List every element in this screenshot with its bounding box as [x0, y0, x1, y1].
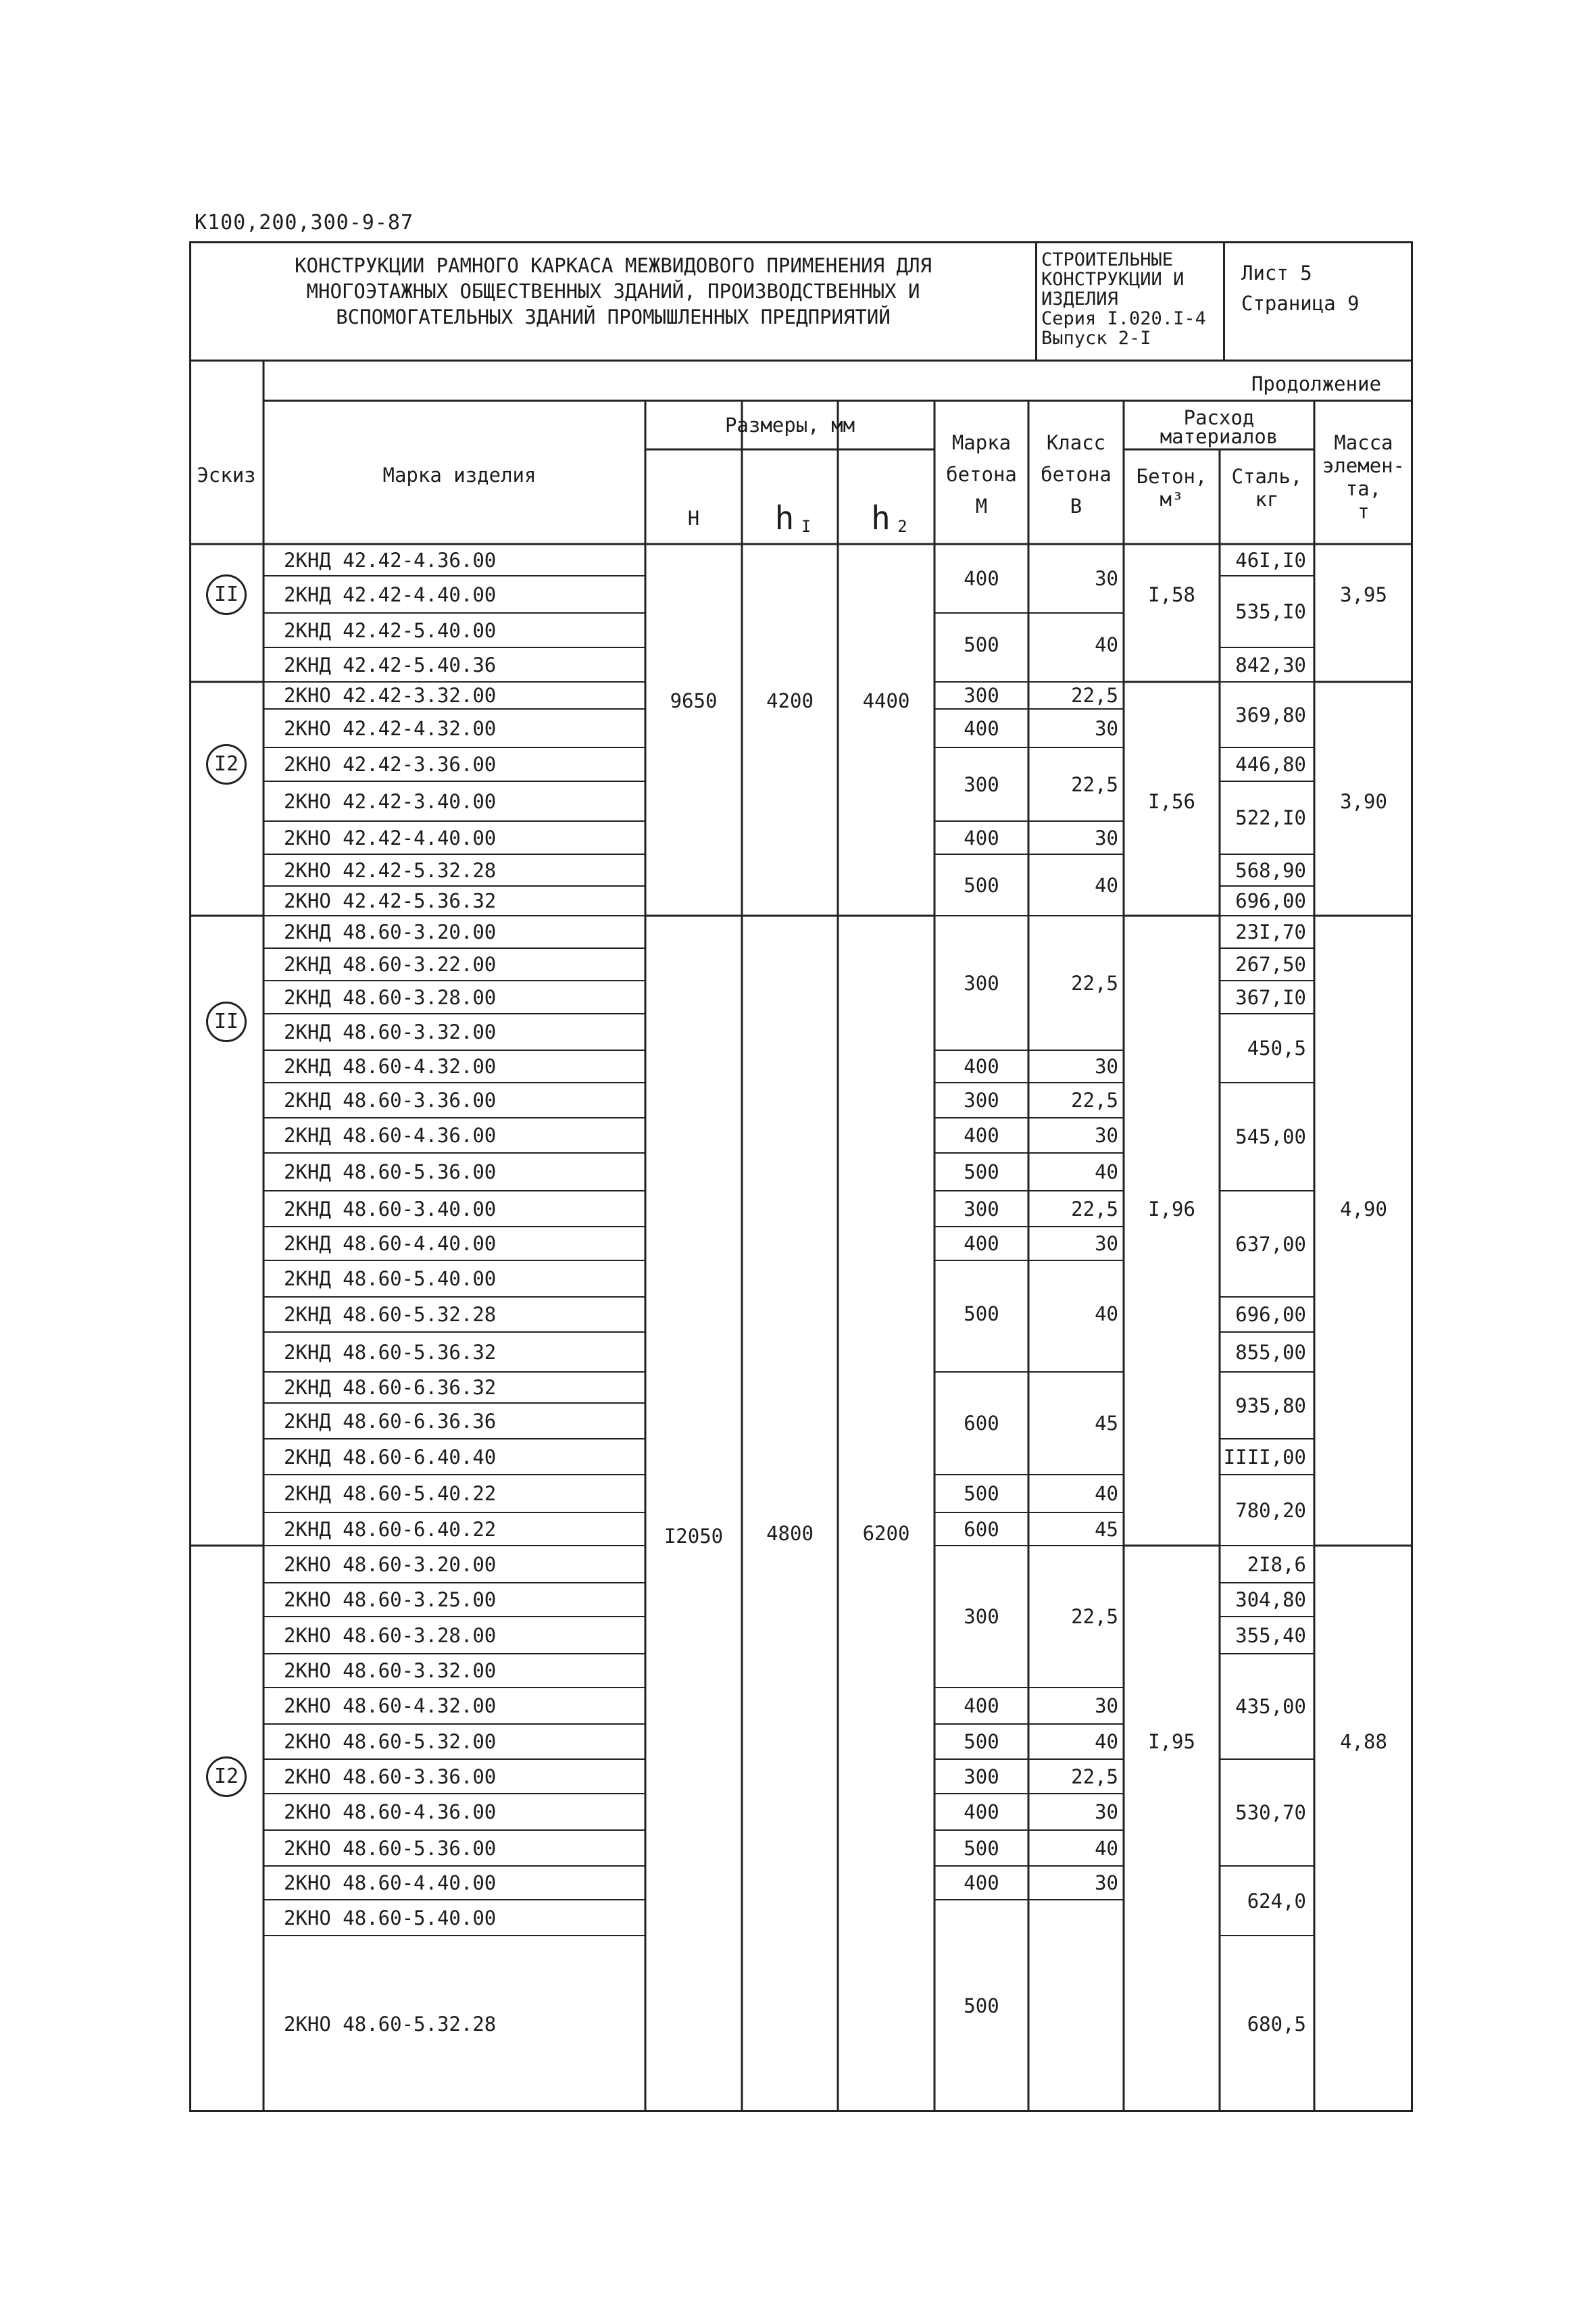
header-sketch: Эскиз	[197, 464, 256, 487]
h1-cell: 4800	[766, 1521, 814, 1545]
mark-cell: 2КНО 42.42-3.36.00	[284, 753, 497, 776]
mass-cell: 4,88	[1340, 1730, 1387, 1753]
series-line: ИЗДЕЛИЯ	[1041, 289, 1118, 310]
mark-cell: 2КНД 42.42-5.40.36	[284, 653, 497, 676]
header-h1-sub: I	[801, 517, 812, 536]
mark-cell: 2КНД 48.60-3.20.00	[284, 920, 497, 943]
concrete-mark-cell: 400	[964, 716, 999, 740]
mark-cell: 2КНО 42.42-4.40.00	[284, 826, 497, 850]
title-line: МНОГОЭТАЖНЫХ ОБЩЕСТВЕННЫХ ЗДАНИЙ, ПРОИЗВОДСТВЕННЫХ И	[306, 280, 920, 303]
mark-cell: 2КНД 48.60-4.40.00	[284, 1232, 497, 1255]
header-mass-line: т	[1357, 500, 1370, 523]
concrete-volume-cell: I,56	[1148, 789, 1195, 813]
header-mark-line: Марка	[951, 431, 1012, 454]
title-line: ВСПОМОГАТЕЛЬНЫХ ЗДАНИЙ ПРОМЫШЛЕННЫХ ПРЕДПРИЯТИЙ	[336, 305, 891, 328]
concrete-class-cell: 30	[1095, 1871, 1118, 1894]
concrete-class-cell: 30	[1095, 1124, 1118, 1147]
mark-cell: 2КНД 48.60-5.36.00	[284, 1160, 497, 1183]
mark-cell: 2КНО 48.60-4.40.00	[284, 1871, 497, 1894]
concrete-mark-cell: 400	[964, 1124, 999, 1147]
steel-cell: 435,00	[1235, 1695, 1306, 1718]
H-cell: 9650	[670, 689, 718, 712]
steel-cell: 369,80	[1235, 703, 1306, 727]
concrete-mark-cell: 500	[964, 633, 999, 656]
header-concrete-line: Бетон,	[1136, 465, 1207, 488]
H-cell: I2050	[664, 1524, 724, 1548]
concrete-class-cell: 40	[1095, 1160, 1118, 1183]
mark-cell: 2КНД 42.42-5.40.00	[284, 618, 497, 642]
concrete-class-cell: 22,5	[1071, 1605, 1118, 1628]
concrete-class-cell: 40	[1095, 1730, 1118, 1753]
mark-cell: 2КНД 48.60-6.40.40	[284, 1445, 497, 1469]
concrete-volume-cell: I,95	[1148, 1730, 1195, 1753]
concrete-class-cell: 45	[1095, 1412, 1118, 1435]
concrete-mark-cell: 300	[964, 971, 999, 995]
steel-cell: 624,0	[1247, 1889, 1306, 1913]
h2-cell: 4400	[862, 689, 910, 712]
concrete-class-cell: 22,5	[1071, 1089, 1118, 1112]
steel-cell: 680,5	[1247, 2012, 1306, 2036]
concrete-class-cell: 30	[1095, 1800, 1118, 1823]
steel-cell: 780,20	[1235, 1498, 1306, 1522]
concrete-mark-cell: 500	[964, 1994, 999, 2017]
steel-cell: 2I8,6	[1247, 1552, 1306, 1576]
header-class-line: Класс	[1046, 431, 1106, 454]
concrete-class-cell: 40	[1095, 1836, 1118, 1860]
concrete-class-cell: 30	[1095, 1694, 1118, 1717]
mark-cell: 2КНД 48.60-3.36.00	[284, 1089, 497, 1112]
header-mass-line: та,	[1345, 477, 1382, 500]
concrete-mark-cell: 300	[964, 1089, 999, 1112]
concrete-class-cell: 30	[1095, 567, 1118, 590]
mark-cell: 2КНО 48.60-3.32.00	[284, 1659, 497, 1682]
mark-cell: 2КНД 48.60-5.40.22	[284, 1482, 497, 1505]
mark-cell: 2КНД 48.60-6.40.22	[284, 1517, 497, 1541]
concrete-mark-cell: 600	[964, 1517, 999, 1541]
series-info	[1037, 243, 1225, 360]
mark-cell: 2КНО 48.60-5.40.00	[284, 1906, 497, 1929]
concrete-class-cell: 30	[1095, 716, 1118, 740]
mark-cell: 2КНО 48.60-4.36.00	[284, 1800, 497, 1823]
mark-cell: 2КНД 48.60-5.36.32	[284, 1340, 497, 1364]
continuation-label: Продолжение	[1251, 372, 1382, 395]
concrete-mark-cell: 400	[964, 1055, 999, 1078]
mark-cell: 2КНО 48.60-3.28.00	[284, 1623, 497, 1647]
steel-cell: 530,70	[1235, 1801, 1306, 1824]
concrete-class-cell: 22,5	[1071, 684, 1118, 707]
steel-cell: 842,30	[1235, 653, 1306, 676]
header-mark-line: бетона	[946, 463, 1017, 486]
steel-cell: 696,00	[1235, 889, 1306, 912]
header-consumption-line: Расход	[1183, 406, 1255, 429]
mark-cell: 2КНО 48.60-3.36.00	[284, 1765, 497, 1788]
header-mark-line: М	[975, 495, 988, 518]
concrete-mark-cell: 500	[964, 873, 999, 897]
concrete-mark-cell: 300	[964, 1605, 999, 1628]
mark-cell: 2КНД 48.60-3.28.00	[284, 985, 497, 1009]
steel-cell: IIII,00	[1223, 1445, 1306, 1469]
steel-cell: 637,00	[1235, 1232, 1306, 1256]
title-block	[189, 241, 1413, 362]
sketch-badge: II	[206, 574, 247, 615]
steel-cell: 367,I0	[1235, 985, 1306, 1009]
steel-cell: 855,00	[1235, 1340, 1306, 1364]
concrete-class-cell: 40	[1095, 1482, 1118, 1505]
mass-cell: 3,90	[1340, 789, 1387, 813]
concrete-class-cell: 30	[1095, 1055, 1118, 1078]
concrete-mark-cell: 400	[964, 1232, 999, 1255]
mass-cell: 4,90	[1340, 1197, 1387, 1221]
sketch-badge: I2	[206, 1756, 247, 1797]
series-line: Выпуск 2-I	[1041, 328, 1151, 349]
specification-table	[189, 362, 1413, 2112]
steel-cell: 545,00	[1235, 1125, 1306, 1148]
mark-cell: 2КНД 48.60-6.36.36	[284, 1409, 497, 1433]
mark-cell: 2КНД 48.60-4.36.00	[284, 1124, 497, 1147]
mark-cell: 2КНД 48.60-5.40.00	[284, 1267, 497, 1290]
concrete-mark-cell: 400	[964, 1871, 999, 1894]
header-class-line: бетона	[1041, 463, 1112, 486]
concrete-mark-cell: 500	[964, 1302, 999, 1325]
header-consumption-line: материалов	[1159, 425, 1278, 448]
header-mass-line: Масса	[1334, 431, 1393, 454]
concrete-class-cell: 22,5	[1071, 772, 1118, 796]
series-line: Серия I.020.I-4	[1041, 308, 1206, 329]
concrete-volume-cell: I,58	[1148, 583, 1195, 606]
document-title	[191, 243, 1037, 360]
series-line: СТРОИТЕЛЬНЫЕ	[1041, 249, 1174, 270]
header-steel-line: кг	[1255, 488, 1279, 511]
concrete-mark-cell: 500	[964, 1836, 999, 1860]
mark-cell: 2КНО 48.60-5.32.00	[284, 1730, 497, 1753]
mass-cell: 3,95	[1340, 583, 1387, 606]
steel-cell: 46I,I0	[1235, 548, 1306, 572]
concrete-volume-cell: I,96	[1148, 1197, 1195, 1221]
header-sizes: Размеры, мм	[724, 414, 855, 437]
h2-cell: 6200	[862, 1521, 910, 1545]
steel-cell: 450,5	[1247, 1037, 1306, 1060]
mark-cell: 2КНД 48.60-6.36.32	[284, 1376, 497, 1399]
mark-cell: 2КНО 48.60-4.32.00	[284, 1694, 497, 1717]
steel-cell: 446,80	[1235, 753, 1306, 776]
header-mark: Марка изделия	[382, 464, 537, 487]
concrete-mark-cell: 600	[964, 1412, 999, 1435]
concrete-mark-cell: 400	[964, 1694, 999, 1717]
concrete-class-cell: 22,5	[1071, 1197, 1118, 1221]
header-steel-line: Сталь,	[1231, 465, 1303, 488]
mark-cell: 2КНД 48.60-4.32.00	[284, 1055, 497, 1078]
concrete-class-cell: 45	[1095, 1517, 1118, 1541]
mark-cell: 2КНД 48.60-3.40.00	[284, 1197, 497, 1221]
concrete-mark-cell: 500	[964, 1160, 999, 1183]
concrete-mark-cell: 300	[964, 1197, 999, 1221]
sketch-badge: I2	[206, 744, 247, 785]
header-h2-sub: 2	[897, 517, 907, 536]
header-h1: h	[774, 499, 795, 537]
steel-cell: 935,80	[1235, 1394, 1306, 1417]
mark-cell: 2КНД 42.42-4.36.00	[284, 548, 497, 572]
steel-cell: 535,I0	[1235, 600, 1306, 623]
header-concrete-line: м³	[1159, 488, 1184, 511]
concrete-mark-cell: 500	[964, 1730, 999, 1753]
mark-cell: 2КНО 42.42-5.32.28	[284, 858, 497, 882]
concrete-mark-cell: 400	[964, 567, 999, 590]
title-line: КОНСТРУКЦИИ РАМНОГО КАРКАСА МЕЖВИДОВОГО ПРИМЕНЕНИЯ ДЛЯ	[295, 254, 932, 277]
concrete-class-cell: 40	[1095, 1302, 1118, 1325]
steel-cell: 696,00	[1235, 1303, 1306, 1326]
header-H: Н	[687, 507, 700, 530]
concrete-class-cell: 22,5	[1071, 1765, 1118, 1788]
mark-cell: 2КНД 48.60-5.32.28	[284, 1303, 497, 1326]
concrete-mark-cell: 300	[964, 772, 999, 796]
steel-cell: 23I,70	[1235, 920, 1306, 943]
concrete-class-cell: 22,5	[1071, 971, 1118, 995]
mark-cell: 2КНО 42.42-3.32.00	[284, 684, 497, 707]
concrete-mark-cell: 300	[964, 684, 999, 707]
mark-cell: 2КНД 48.60-3.22.00	[284, 953, 497, 976]
steel-cell: 304,80	[1235, 1588, 1306, 1611]
concrete-mark-cell: 400	[964, 1800, 999, 1823]
sheet-number: Лист 5	[1241, 262, 1312, 285]
sketch-badge: II	[206, 1002, 247, 1042]
header-h2: h	[871, 499, 891, 537]
concrete-mark-cell: 500	[964, 1482, 999, 1505]
concrete-class-cell: 30	[1095, 826, 1118, 850]
concrete-class-cell: 40	[1095, 633, 1118, 656]
mark-cell: 2КНО 48.60-5.32.28	[284, 2012, 497, 2036]
mark-cell: 2КНО 42.42-5.36.32	[284, 889, 497, 912]
mark-cell: 2КНО 42.42-3.40.00	[284, 789, 497, 813]
steel-cell: 522,I0	[1235, 806, 1306, 829]
concrete-mark-cell: 400	[964, 826, 999, 850]
mark-cell: 2КНО 48.60-3.25.00	[284, 1588, 497, 1611]
concrete-mark-cell: 300	[964, 1765, 999, 1788]
mark-cell: 2КНО 48.60-3.20.00	[284, 1552, 497, 1576]
series-line: КОНСТРУКЦИИ И	[1041, 269, 1184, 290]
mark-cell: 2КНО 48.60-5.36.00	[284, 1836, 497, 1860]
mark-cell: 2КНД 48.60-3.32.00	[284, 1020, 497, 1043]
header-class-line: В	[1070, 495, 1082, 518]
document-code: К100,200,300-9-87	[195, 211, 414, 235]
steel-cell: 267,50	[1235, 953, 1306, 976]
concrete-class-cell: 30	[1095, 1232, 1118, 1255]
h1-cell: 4200	[766, 689, 814, 712]
steel-cell: 355,40	[1235, 1623, 1306, 1647]
mark-cell: 2КНД 42.42-4.40.00	[284, 583, 497, 606]
steel-cell: 568,90	[1235, 858, 1306, 882]
sheet-info	[1225, 243, 1415, 360]
concrete-class-cell: 40	[1095, 873, 1118, 897]
mark-cell: 2КНО 42.42-4.32.00	[284, 716, 497, 740]
header-mass-line: элемен-	[1322, 454, 1405, 477]
page-number: Страница 9	[1241, 292, 1360, 315]
